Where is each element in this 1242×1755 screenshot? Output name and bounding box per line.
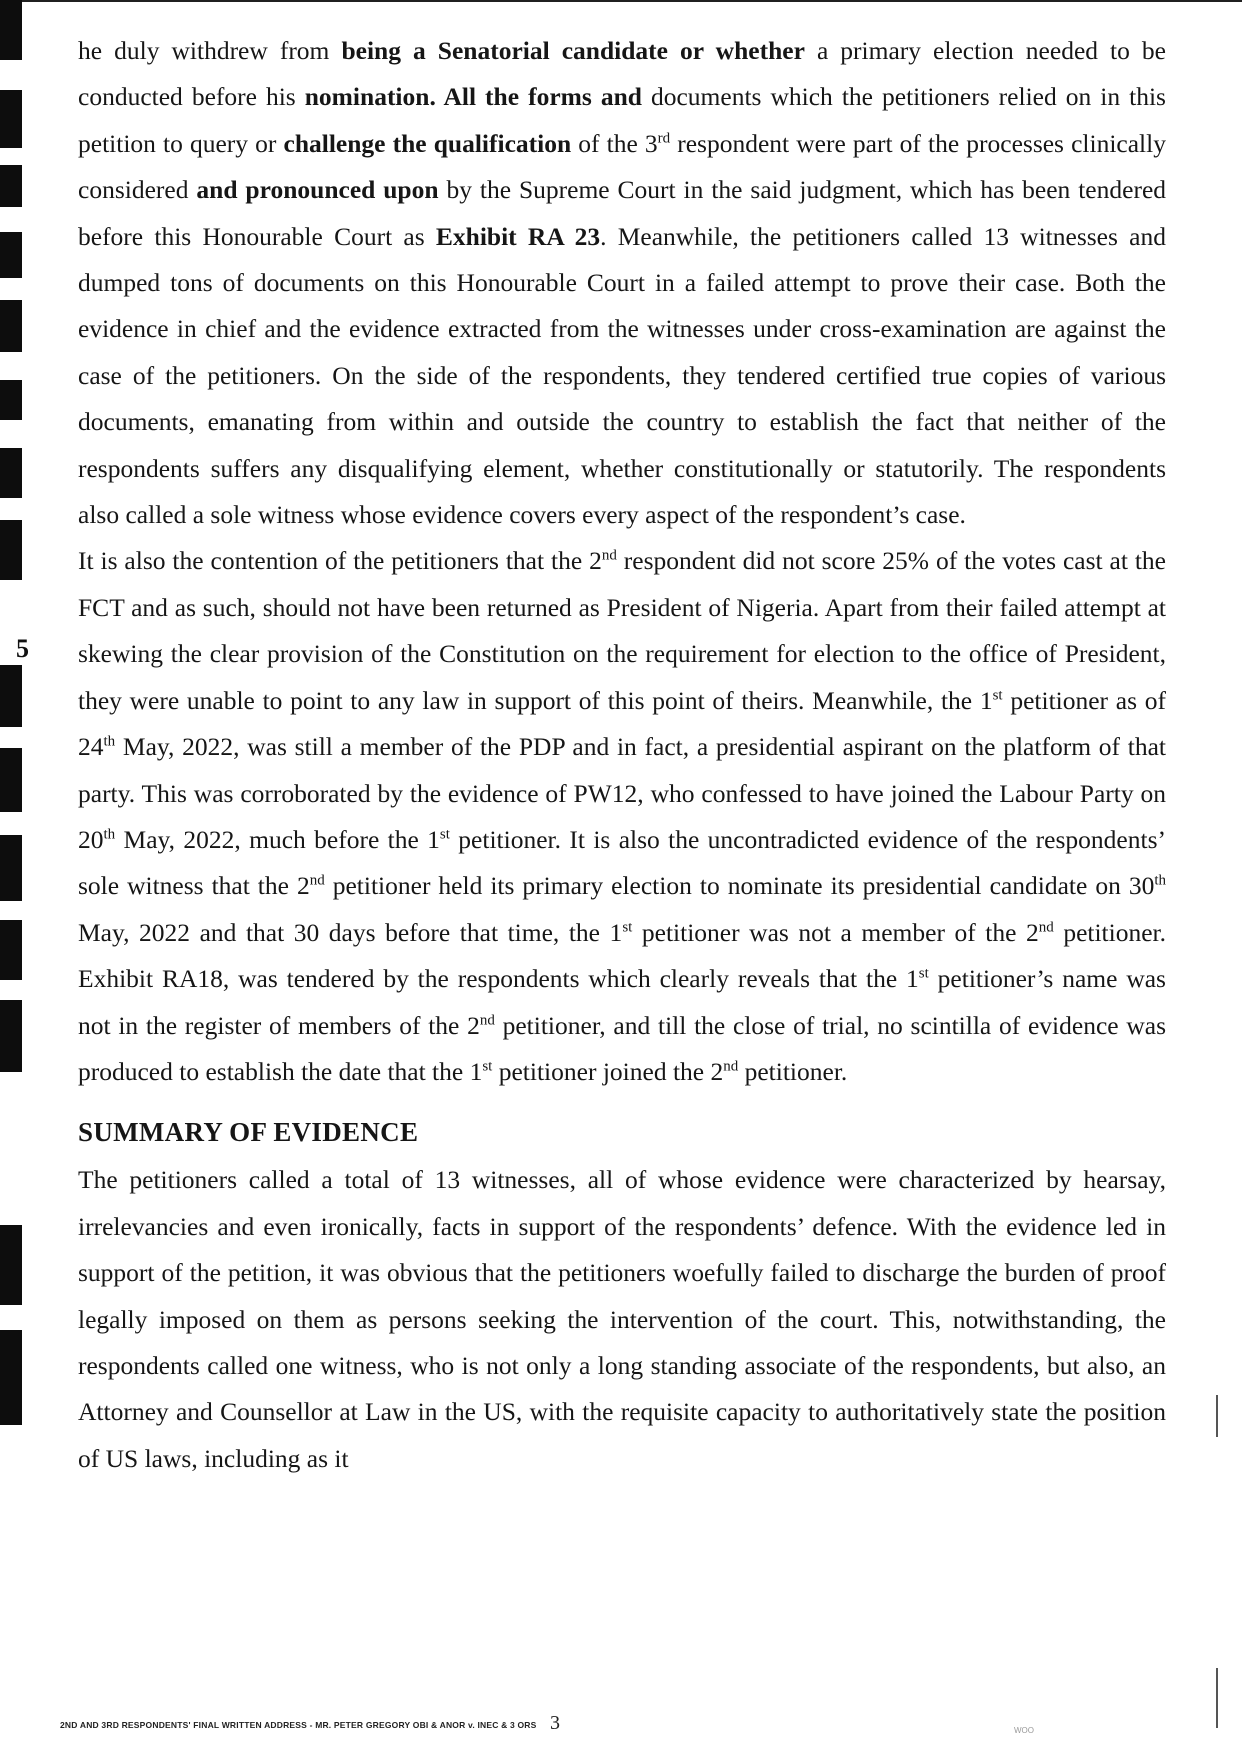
text-run: petitioner was not a member of the 2 <box>632 917 1039 947</box>
text-run: petitioner. Exhibit RA18, was tendered by the respondents which clearly reveals that the 1 <box>78 917 1167 994</box>
scan-mark <box>1216 1395 1218 1437</box>
text-run: petitioner’s name was not in the register of members of the 2 <box>78 964 1166 1040</box>
text-run: . Meanwhile, the petitioners called 13 witnesses and dumped tons of documents on this Honourable Court in a failed attempt to prove their case. Both the evidence in chief and the evidence extracted from the witnesses under cross-examination are against the case of the petitioners. On the side of the respondents, they tendered certified true copies of various documents, emanating from within and outside the country to establish the fact that neither of the respondents suffers any disqualifying element, whether constitutionally or statutorily. The respondents also called a sole witness whose evidence covers every aspect of the respondent’s case. <box>78 221 1166 530</box>
text-run: st <box>622 919 633 936</box>
text-run: petitioner, and till the close of trial, no scintilla of evidence was produced to establish the date that the 1 <box>78 1010 1166 1086</box>
text-run: th <box>103 826 116 843</box>
text-run: Exhibit RA 23 <box>435 221 601 251</box>
text-run: petitioner held its primary election to nominate its presidential candidate on 30 <box>324 871 1155 901</box>
text-run: documents which the petitioners relied on in this petition to query or <box>78 82 1166 158</box>
text-run: st <box>439 826 450 843</box>
text-run: nd <box>601 547 617 564</box>
text-run: a primary election needed to be conducted before his <box>78 36 1166 112</box>
text-run: st <box>992 687 1003 704</box>
text-run: by the Supreme Court in the said judgment, which has been tendered before this Honourable Court as <box>78 175 1167 251</box>
text-run: nomination. All the forms and <box>304 82 642 112</box>
binding-edge <box>0 0 22 1755</box>
text-run: May, 2022, much before the 1 <box>115 824 440 854</box>
text-run: petitioner. It is also the uncontradicted evidence of the respondents’ sole witness that the 2 <box>78 824 1166 901</box>
text-run: th <box>1154 872 1166 889</box>
paragraph-petitioner-contention <box>78 538 1166 1095</box>
top-scan-edge <box>18 0 1242 2</box>
text-run: May, 2022, was still a member of the PDP and in fact, a presidential aspirant on the platform of that party. This was corroborated by the evidence of PW12, who confessed to have joined the Labour Party on 20 <box>78 732 1166 854</box>
margin-paragraph-number: 5 <box>16 634 29 663</box>
text-run: st <box>482 1058 493 1075</box>
text-run: nd <box>479 1012 495 1029</box>
text-run: nd <box>1038 919 1054 936</box>
text-run: May, 2022 and that 30 days before that time, the 1 <box>78 917 623 947</box>
text-run: The petitioners called a total of 13 witnesses, all of whose evidence were characterized by hearsay, irrelevancies and even ironically, facts in support of the respondents’ defence. With the evidence led in support of the petition, it was obvious that the petitioners woefully failed to discharge the burden of proof legally imposed on them as persons seeking the intervention of the court. This, notwithstanding, the respondents called one witness, who is not only a long standing associate of the respondents, but also, an Attorney and Counsellor at Law in the US, with the requisite capacity to authoritatively state the position of US laws, including as it <box>78 1165 1166 1473</box>
running-footer: 2ND AND 3RD RESPONDENTS' FINAL WRITTEN ADDRESS - MR. PETER GREGORY OBI & ANOR v. INEC & 3 ORS <box>60 1720 537 1730</box>
text-run: rd <box>657 130 671 147</box>
text-run: th <box>103 733 116 750</box>
text-run: of the 3 <box>571 128 658 158</box>
text-run: respondent did not score 25% of the votes cast at the FCT and as such, should not have been returned as President of Nigeria. Apart from their failed attempt at skewing the clear provision of the Constitution on the requirement for election to the office of President, they were unable to point to any law in support of this point of theirs. Meanwhile, the 1 <box>78 546 1166 715</box>
document-body <box>78 28 1166 1482</box>
text-run: It is also the contention of the petitioners that the 2 <box>78 546 602 576</box>
text-run: st <box>918 965 929 982</box>
scan-mark <box>1216 1668 1218 1728</box>
paragraph-summary-of-evidence <box>78 1157 1166 1482</box>
corner-mark: WOO <box>1014 1726 1034 1735</box>
text-run: petitioner as of 24 <box>78 685 1166 762</box>
page-number: 3 <box>550 1712 560 1734</box>
text-run: respondent were part of the processes clinically considered <box>78 128 1166 205</box>
text-run: he duly withdrew from <box>78 36 342 65</box>
text-run: petitioner. <box>738 1056 848 1086</box>
text-run: challenge the qualification <box>283 128 572 158</box>
text-run: nd <box>309 872 325 889</box>
text-run: being a Senatorial candidate or whether <box>341 36 805 65</box>
text-run: nd <box>723 1058 739 1075</box>
paragraph-continuation <box>78 28 1166 538</box>
section-heading: SUMMARY OF EVIDENCE <box>78 1117 419 1148</box>
text-run: petitioner joined the 2 <box>492 1056 724 1086</box>
text-run: and pronounced upon <box>196 175 439 205</box>
